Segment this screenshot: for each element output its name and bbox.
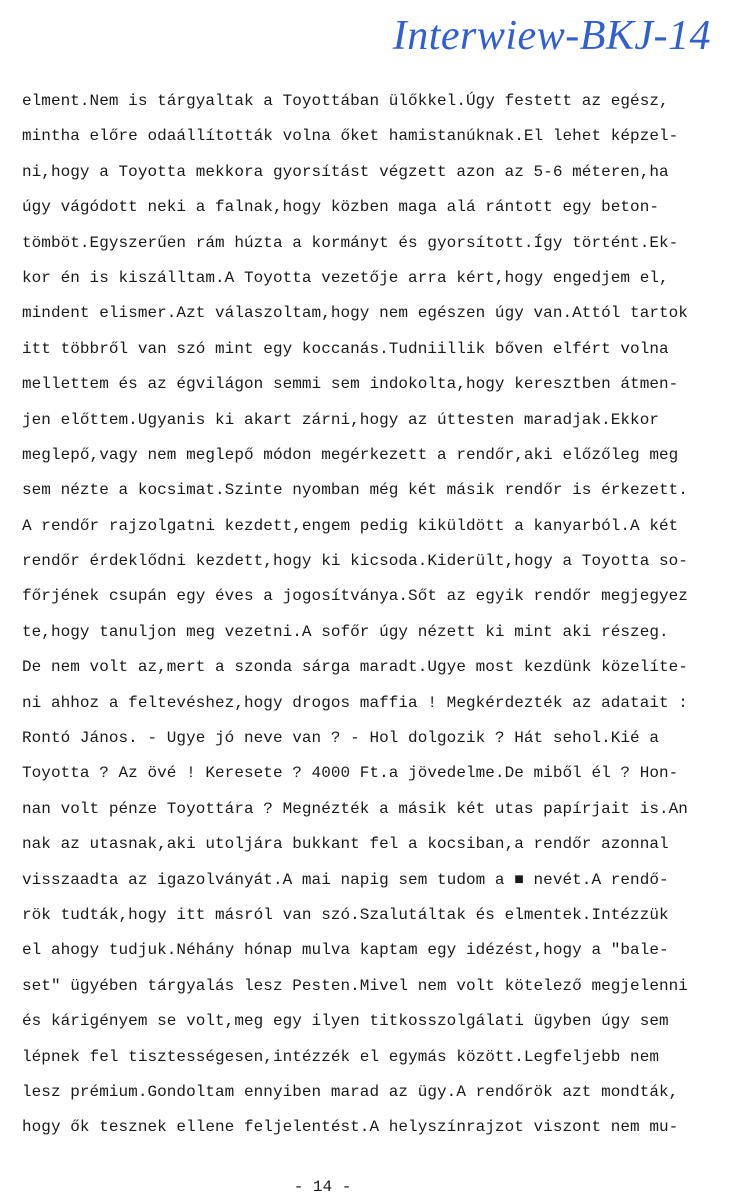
text-line: jen előttem.Ugyanis ki akart zárni,hogy az úttesten maradjak.Ekkor <box>22 410 660 429</box>
text-line: mindent elismer.Azt válaszoltam,hogy nem egészen úgy van.Attól tartok <box>22 304 688 323</box>
text-line: te,hogy tanuljon meg vezetni.A sofőr úgy nézett ki mint aki részeg. <box>22 622 669 641</box>
text-line: mellettem és az égvilágon semmi sem indokolta,hogy keresztben átmen- <box>22 375 679 394</box>
text-line: itt többről van szó mint egy koccanás.Tudniillik bőven elfért volna <box>22 339 669 358</box>
text-line: A rendőr rajzolgatni kezdett,engem pedig kiküldött a kanyarból.A két <box>22 516 679 535</box>
text-line: nan volt pénze Toyottára ? Megnézték a másik két utas papírjait is.An <box>22 799 688 818</box>
text-line: Rontó János. - Ugye jó neve van ? - Hol dolgozik ? Hát sehol.Kié a <box>22 729 660 748</box>
text-line: rendőr érdeklődni kezdett,hogy ki kicsoda.Kiderült,hogy a Toyotta so- <box>22 552 688 571</box>
text-line: és kárigényem se volt,meg egy ilyen titkosszolgálati ügyben úgy sem <box>22 1012 669 1031</box>
text-line: nak az utasnak,aki utoljára bukkant fel a kocsiban,a rendőr azonnal <box>22 835 669 854</box>
text-line: kor én is kiszálltam.A Toyotta vezetője arra kért,hogy engedjem el, <box>22 268 669 287</box>
text-line: ni ahhoz a feltevéshez,hogy drogos maffia ! Megkérdezték az adatait : <box>22 693 688 712</box>
text-line: set" ügyében tárgyalás lesz Pesten.Mivel nem volt kötelező megjelenni <box>22 976 688 995</box>
text-line: sem nézte a kocsimat.Szinte nyomban még két másik rendőr is érkezett. <box>22 481 688 500</box>
text-line: hogy ők tesznek ellene feljelentést.A helyszínrajzot viszont nem mu- <box>22 1118 679 1137</box>
text-line: el ahogy tudjuk.Néhány hónap mulva kaptam egy idézést,hogy a "bale- <box>22 941 669 960</box>
text-line: De nem volt az,mert a szonda sárga maradt.Ugye most kezdünk közelíte- <box>22 658 688 677</box>
text-line: visszaadta az igazolványát.A mai napig sem tudom a ■ nevét.A rendő- <box>22 870 669 889</box>
text-line: lépnek fel tisztességesen,intézzék el egymás között.Legfeljebb nem <box>22 1047 660 1066</box>
text-line: ni,hogy a Toyotta mekkora gyorsítást végzett azon az 5-6 méteren,ha <box>22 162 669 181</box>
text-line: meglepő,vagy nem meglepő módon megérkezett a rendőr,aki előzőleg meg <box>22 445 679 464</box>
text-line: Toyotta ? Az övé ! Keresete ? 4000 Ft.a jövedelme.De miből él ? Hon- <box>22 764 679 783</box>
text-line: úgy vágódott neki a falnak,hogy közben maga alá rántott egy beton- <box>22 198 660 217</box>
document-title: Interwiew-BKJ-14 <box>392 13 711 59</box>
page-number: - 14 - <box>293 1178 352 1196</box>
text-line: tömböt.Egyszerűen rám húzta a kormányt és gyorsított.Így történt.Ek- <box>22 233 679 252</box>
text-line: elment.Nem is tárgyaltak a Toyottában ülőkkel.Úgy festett az egész, <box>22 92 669 110</box>
text-line: mintha előre odaállították volna őket hamistanúknak.El lehet képzel- <box>22 127 679 146</box>
text-line: lesz prémium.Gondoltam ennyiben marad az ügy.A rendőrök azt mondták, <box>22 1082 679 1101</box>
document-body <box>22 84 729 1146</box>
text-line: főrjének csupán egy éves a jogosítványa.Sőt az egyik rendőr megjegyez <box>22 587 688 606</box>
text-line: rök tudták,hogy itt másról van szó.Szalutáltak és elmentek.Intézzük <box>22 905 669 924</box>
